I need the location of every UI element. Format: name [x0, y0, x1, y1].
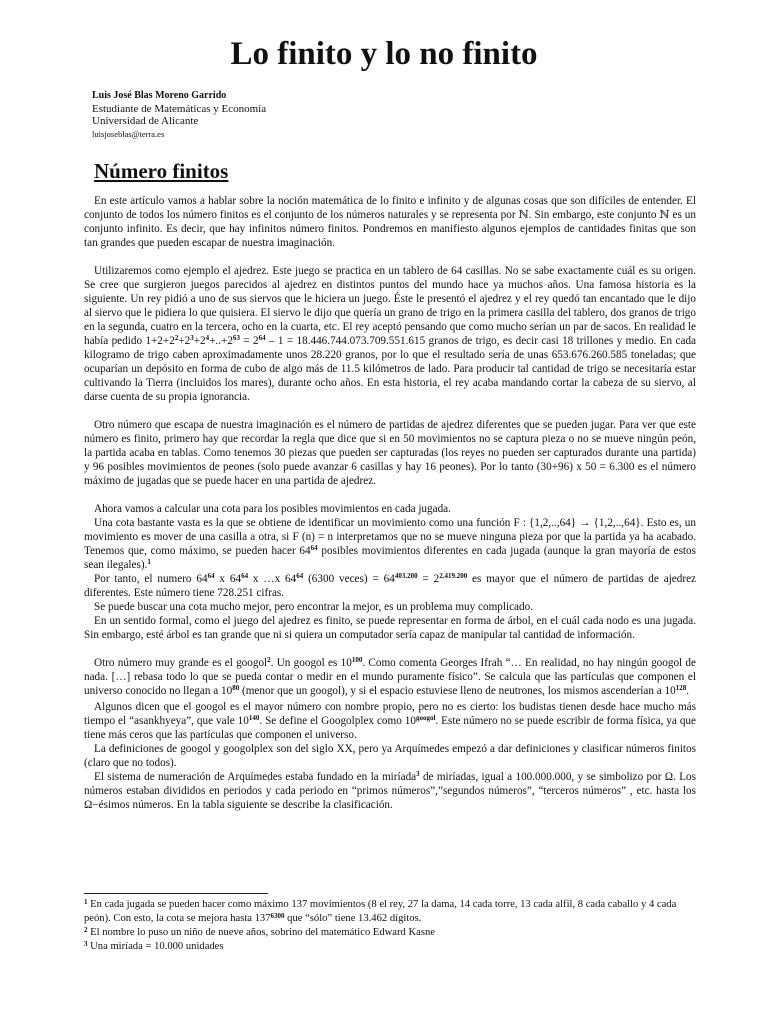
footnotes — [84, 898, 696, 954]
paragraph-12: El sistema de numeración de Arquímedes estaba fundado en la miríada$^3$ de miríadas, igual a 100.000.000, y se simbolizo por Ω. Los números estaban divididos en periodos y cada periodo en “primos números”,”segundos números”, “terceros números” , etc. hasta los Ω−ésimos números. En la tabla siguiente se describe la clasificación. — [84, 770, 696, 811]
paragraph-5: Una cota bastante vasta es la que se obtiene de identificar un movimiento como una función F : {1,2,..,64} → {1,2,..,64}. Esto es, un movimiento es mover de una casilla a otra, si F (n) = n interpretamos que no se mueve ninguna pieza por que la partida ya ha acabado. Tenemos que, como máximo, se pueden hacer $64^{64}$ posibles movimientos diferentes en cada jugada (aunque la gran mayoría de estos sean ilegales).$^1$ — [84, 517, 696, 571]
paragraph-9: Otro número muy grande es el googol$^2$. Un googol es $10^{100}$. Como comenta Georges Ifrah “… En realidad, no hay ningún googol de nada. […] rebasa todo lo que se pueda contar o medir en el mundo puramente físico”. Se calcula que las partículas que componen el universo conocido no llegan a $10^{80}$ (menor que un googol), y si el espacio estuviese lleno de neutrones, los mismos ascenderían a $10^{128}$. — [84, 656, 696, 697]
paragraph-1: En este artículo vamos a hablar sobre la noción matemática de lo finito e infinito y de algunas cosas que son difíciles de entender. El conjunto de todos los número finitos es el conjunto de los números naturales y se representa por ℕ. Sin embargo, este conjunto ℕ es un conjunto infinito. Es decir, que hay infinitos número finitos. Pondremos en manifiesto algunos ejemplos de cantidades finitas que son tan grandes que pueden escapar de nuestra imaginación. — [84, 195, 696, 249]
paragraph-4: Ahora vamos a calcular una cota para los posibles movimientos en cada jugada. — [94, 503, 451, 515]
paragraph-3: Otro número que escapa de nuestra imaginación es el número de partidas de ajedrez diferentes que se pueden jugar. Para ver que este número es finito, primero hay que recordar la regla que dice que si en 50 movimientos no se captura pieza o no se mueve ningún peón, la partida acaba en tablas. Como tenemos 30 piezas que pueden ser capturadas (los reyes no pueden ser capturados durante una partida) y 96 posibles movimientos de peones (solo puede avanzar 6 casillas y hay 16 peones). Por lo tanto (30+96) x 50 = 6.300 es el número máximo de jugadas que se puede hacer en una partida de ajedrez. — [84, 419, 696, 487]
paragraph-2: Utilizaremos como ejemplo el ajedrez. Este juego se practica en un tablero de 64 casillas. No se sabe exactamente cuál es su origen. Se cree que surgieron juegos parecidos al ajedrez en distintos puntos del mundo hace ya muchos años. Una famosa historia es la siguiente. Un rey pidió a uno de sus siervos que le hiciera un juego. Éste le presentó el ajedrez y el rey quedó tan encantado que le dijo al siervo que le pidiera lo que quisiera. El siervo le dijo que quería un grano de trigo en la primera casilla del tablero, dos granos de trigo en la segunda, cuatro en la tercera, ocho en la cuarta, etc. El rey aceptó pensando que como mucho serían un par de sacos. En realidad le había pedido $1+2+2^2+2^3+2^4+..+2^{63} = 2^{64} - 1 = 18.446.744.073.709.551.615$ granos de trigo, es decir casi 18 trillones y medio. En cada kilogramo de trigo caben aproximadamente unos 28.220 granos, por lo que el resultado sería de unas 653.676.260.585 toneladas; que ocuparían un depósito en forma de cubo de algo más de 11.5 kilómetros de lado. Para producir tal cantidad de trigo se necesitaría estar cultivando la Tierra (incluidos los mares), durante ocho años. En esta historia, el rey acaba mandando cortar la cabeza de su siervo, al darse cuenta de su propia ignorancia. — [84, 265, 696, 403]
footnote-1: $^1$ En cada jugada se pueden hacer como máximo 137 movimientos (8 el rey, 27 la dama, 14 cada torre, 13 cada alfil, 8 cada caballo y 4 cada peón). Con esto, la cota se mejora hasta $137^{6300}$ que “sólo” tiene 13.462 dígitos. — [84, 898, 677, 924]
paragraph-7: Se puede buscar una cota mucho mejor, pero encontrar la mejor, es un problema muy complicado. — [94, 601, 533, 613]
footnote-divider — [84, 893, 268, 894]
footnote-ref-2: 2 — [267, 656, 271, 664]
page-title: Lo finito y lo no finito — [230, 36, 538, 72]
paragraph-6: Por tanto, el numero $64^{64}$ x $64^{64}$ x …x $64^{64}$ (6300 veces) = $64^{403.200} = 2^{2.419.200}$ es mayor que el número de partidas de ajedrez diferentes. Este número tiene 728.251 cifras. — [84, 572, 697, 599]
footnote-3: $^3$ Una miríada = 10.000 unidades — [84, 940, 224, 952]
author-university: Universidad de Alicante — [92, 115, 199, 128]
paragraph-10: Algunos dicen que el googol es el mayor número con nombre propio, pero no es cierto: los budistas tienen desde hace mucho más tiempo el “asankhyeya”, que vale $10^{140}$. Se define el Googolplex como $10^{googol}$. Este número no se puede escribir de forma física, ya que tiene más ceros que las partículas que componen el universo. — [84, 701, 696, 741]
footnote-ref-1: 1 — [147, 558, 151, 566]
article-body — [84, 194, 696, 812]
author-block — [92, 90, 266, 140]
section-heading: Número finitos — [94, 159, 229, 183]
author-email: luisjoseblas@terra.es — [92, 128, 165, 139]
paragraph-11: La definiciones de googol y googolplex son del siglo XX, pero ya Arquímedes empezó a dar definiciones y clasificar números finitos (claro que no todos). — [84, 743, 696, 769]
paragraph-8: En un sentido formal, como el juego del ajedrez es finito, se puede representar en forma de árbol, en el cuál cada nodo es una jugada. Sin embargo, esté árbol es tan grande que ni si quiera un computador sería capaz de manipular tal cantidad de información. — [84, 615, 696, 641]
author-name: Luis José Blas Moreno Garrido — [92, 90, 227, 101]
author-affiliation: Estudiante de Matemáticas y Economía — [92, 102, 267, 115]
footnote-2: $^2$ El nombre lo puso un niño de nueve años, sobrino del matemático Edward Kasne — [84, 926, 435, 938]
footnote-ref-3: 3 — [416, 770, 420, 778]
